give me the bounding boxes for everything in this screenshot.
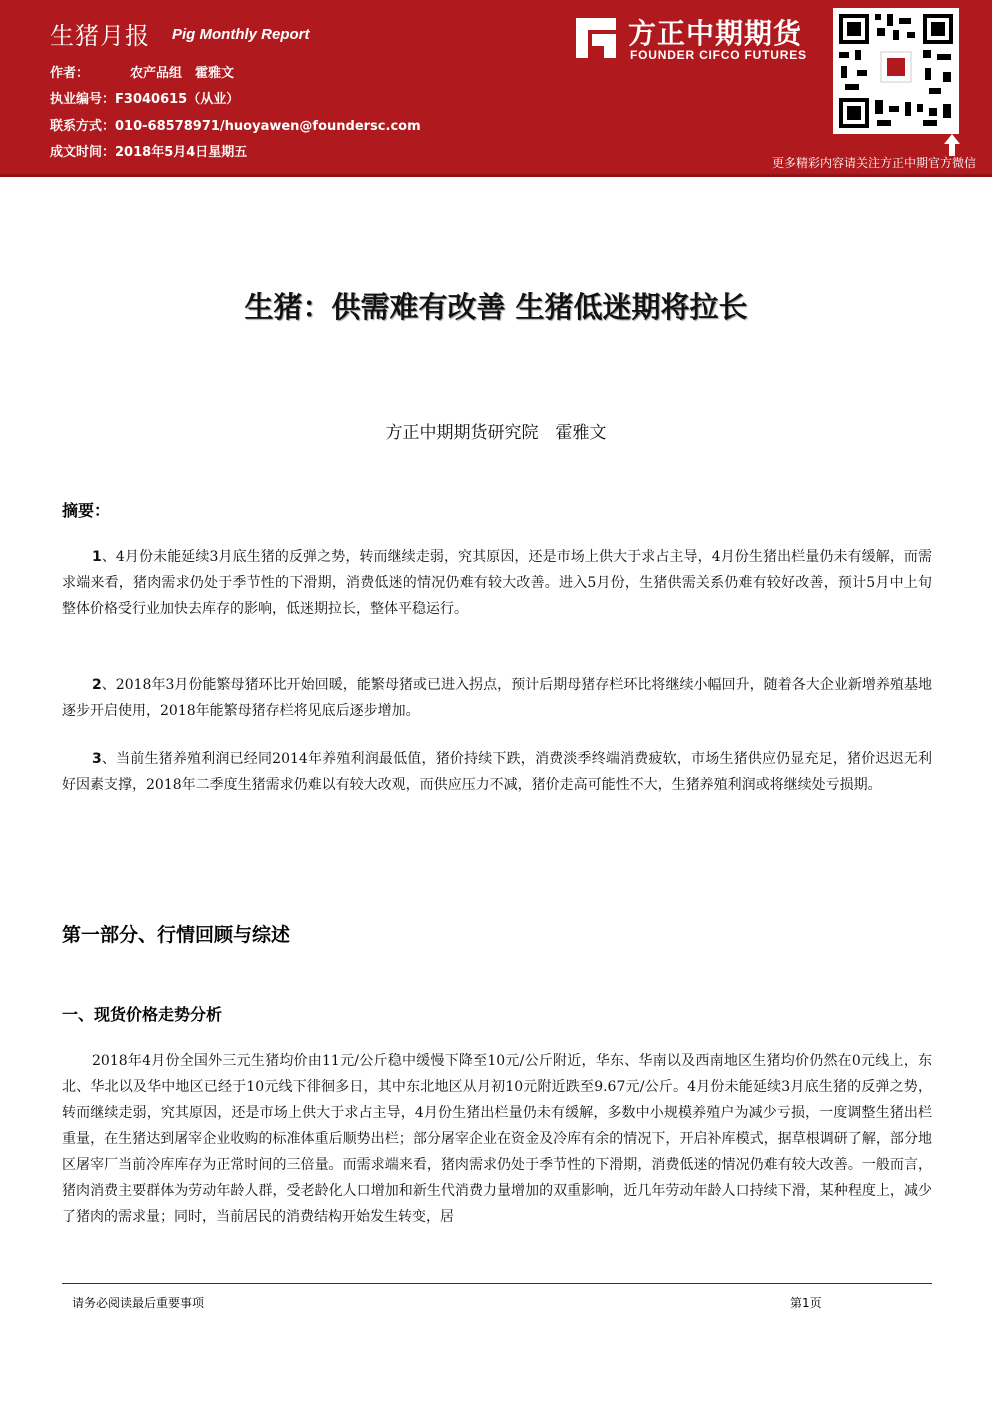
section-heading: 第一部分、行情回顾与综述	[62, 924, 291, 946]
logo-text-cn: 方正中期期货	[628, 17, 803, 50]
abstract-item-number: 1	[92, 549, 102, 565]
author-value: 农产品组 霍雅文	[130, 66, 235, 81]
contact-label: 联系方式：	[50, 119, 116, 134]
date-label: 成文时间：	[50, 145, 116, 160]
founder-logo-icon	[574, 16, 618, 60]
byline: 方正中期期货研究院 霍雅文	[385, 423, 607, 443]
report-main-title: 生猪：供需难有改善 生猪低迷期将拉长	[244, 290, 748, 324]
report-title: 生猪月报	[50, 22, 150, 50]
abstract-item-number: 2	[92, 677, 102, 693]
author-line	[50, 62, 234, 81]
abstract-item-text: 、当前生猪养殖利润已经同2014年养殖利润最低值，猪价持续下跌，消费淡季终端消费疲软，市场生猪供应仍显充足，猪价迟迟无利好因素支撑，2018年二季度生猪需求仍难以有较大改观，而供应压力不减，猪价走高可能性不大，生猪养殖利润或将继续处亏损期。	[62, 751, 932, 793]
follow-note: 更多精彩内容请关注方正中期官方微信	[771, 156, 976, 170]
header-divider	[0, 174, 992, 177]
page-number: 第1页	[790, 1296, 822, 1310]
license-label: 执业编号：	[50, 92, 116, 107]
abstract-heading: 摘要：	[62, 501, 111, 520]
report-subtitle: Pig Monthly Report	[172, 26, 310, 43]
contact-line	[50, 115, 421, 134]
abstract-item	[62, 746, 932, 798]
license-value: F3040615（从业）	[115, 92, 240, 107]
subsection-heading: 一、现货价格走势分析	[62, 1005, 223, 1024]
footer-disclaimer[interactable]: 请务必阅读最后重要事项	[72, 1296, 205, 1310]
section-body: 2018年4月份全国外三元生猪均价由11元/公斤稳中缓慢下降至10元/公斤附近，华东、华南以及西南地区生猪均价仍然在0元线上，东北、华北以及华中地区已经于10元线下徘徊多日，其中东北地区从月初10元附近跌至9.67元/公斤。4月份未能延续3月底生猪的反弹之势，转而继续走弱，究其原因，还是市场上供大于求占主导，4月份生猪出栏量仍未有缓解，多数中小规模养殖户为减少亏损，一度调整生猪出栏重量，在生猪达到屠宰企业收购的标准体重后顺势出栏；部分屠宰企业在资金及冷库有余的情况下，开启补库模式，据草根调研了解，部分地区屠宰厂当前冷库库存为正常时间的三倍量。而需求端来看，猪肉需求仍处于季节性的下滑期，消费低迷的情况仍难有较大改善。一般而言，猪肉消费主要群体为劳动年龄人群，受老龄化人口增加和新生代消费力量增加的双重影响，近几年劳动年龄人口持续下滑，某种程度上，减少了猪肉的需求量；同时，当前居民的消费结构开始发生转变，居	[62, 1053, 932, 1225]
logo-text-en: FOUNDER CIFCO FUTURES	[630, 48, 807, 62]
abstract-item	[62, 544, 932, 622]
contact-value[interactable]: 010-68578971/huoyawen@foundersc.com	[115, 119, 421, 134]
abstract-item	[62, 672, 932, 724]
qr-code-icon	[833, 8, 959, 134]
abstract-item-number: 3	[92, 751, 102, 767]
abstract-item-text: 、4月份未能延续3月底生猪的反弹之势，转而继续走弱，究其原因，还是市场上供大于求占主导，4月份生猪出栏量仍未有缓解，而需求端来看，猪肉需求仍处于季节性的下滑期，消费低迷的情况仍难有较大改善。进入5月份，生猪供需关系仍难有较好改善，预计5月中上旬整体价格受行业加快去库存的影响，低迷期拉长，整体平稳运行。	[62, 549, 932, 617]
date-line	[50, 141, 247, 160]
license-line	[50, 88, 239, 107]
arrow-up-icon	[944, 134, 960, 156]
report-header	[0, 0, 992, 174]
footer-divider	[62, 1283, 932, 1284]
abstract-item-text: 、2018年3月份能繁母猪环比开始回暖，能繁母猪或已进入拐点，预计后期母猪存栏环比将继续小幅回升，随着各大企业新增养殖基地逐步开启使用，2018年能繁母猪存栏将见底后逐步增加。	[62, 677, 932, 719]
date-value: 2018年5月4日星期五	[115, 145, 248, 160]
author-label: 作者：	[50, 66, 90, 81]
